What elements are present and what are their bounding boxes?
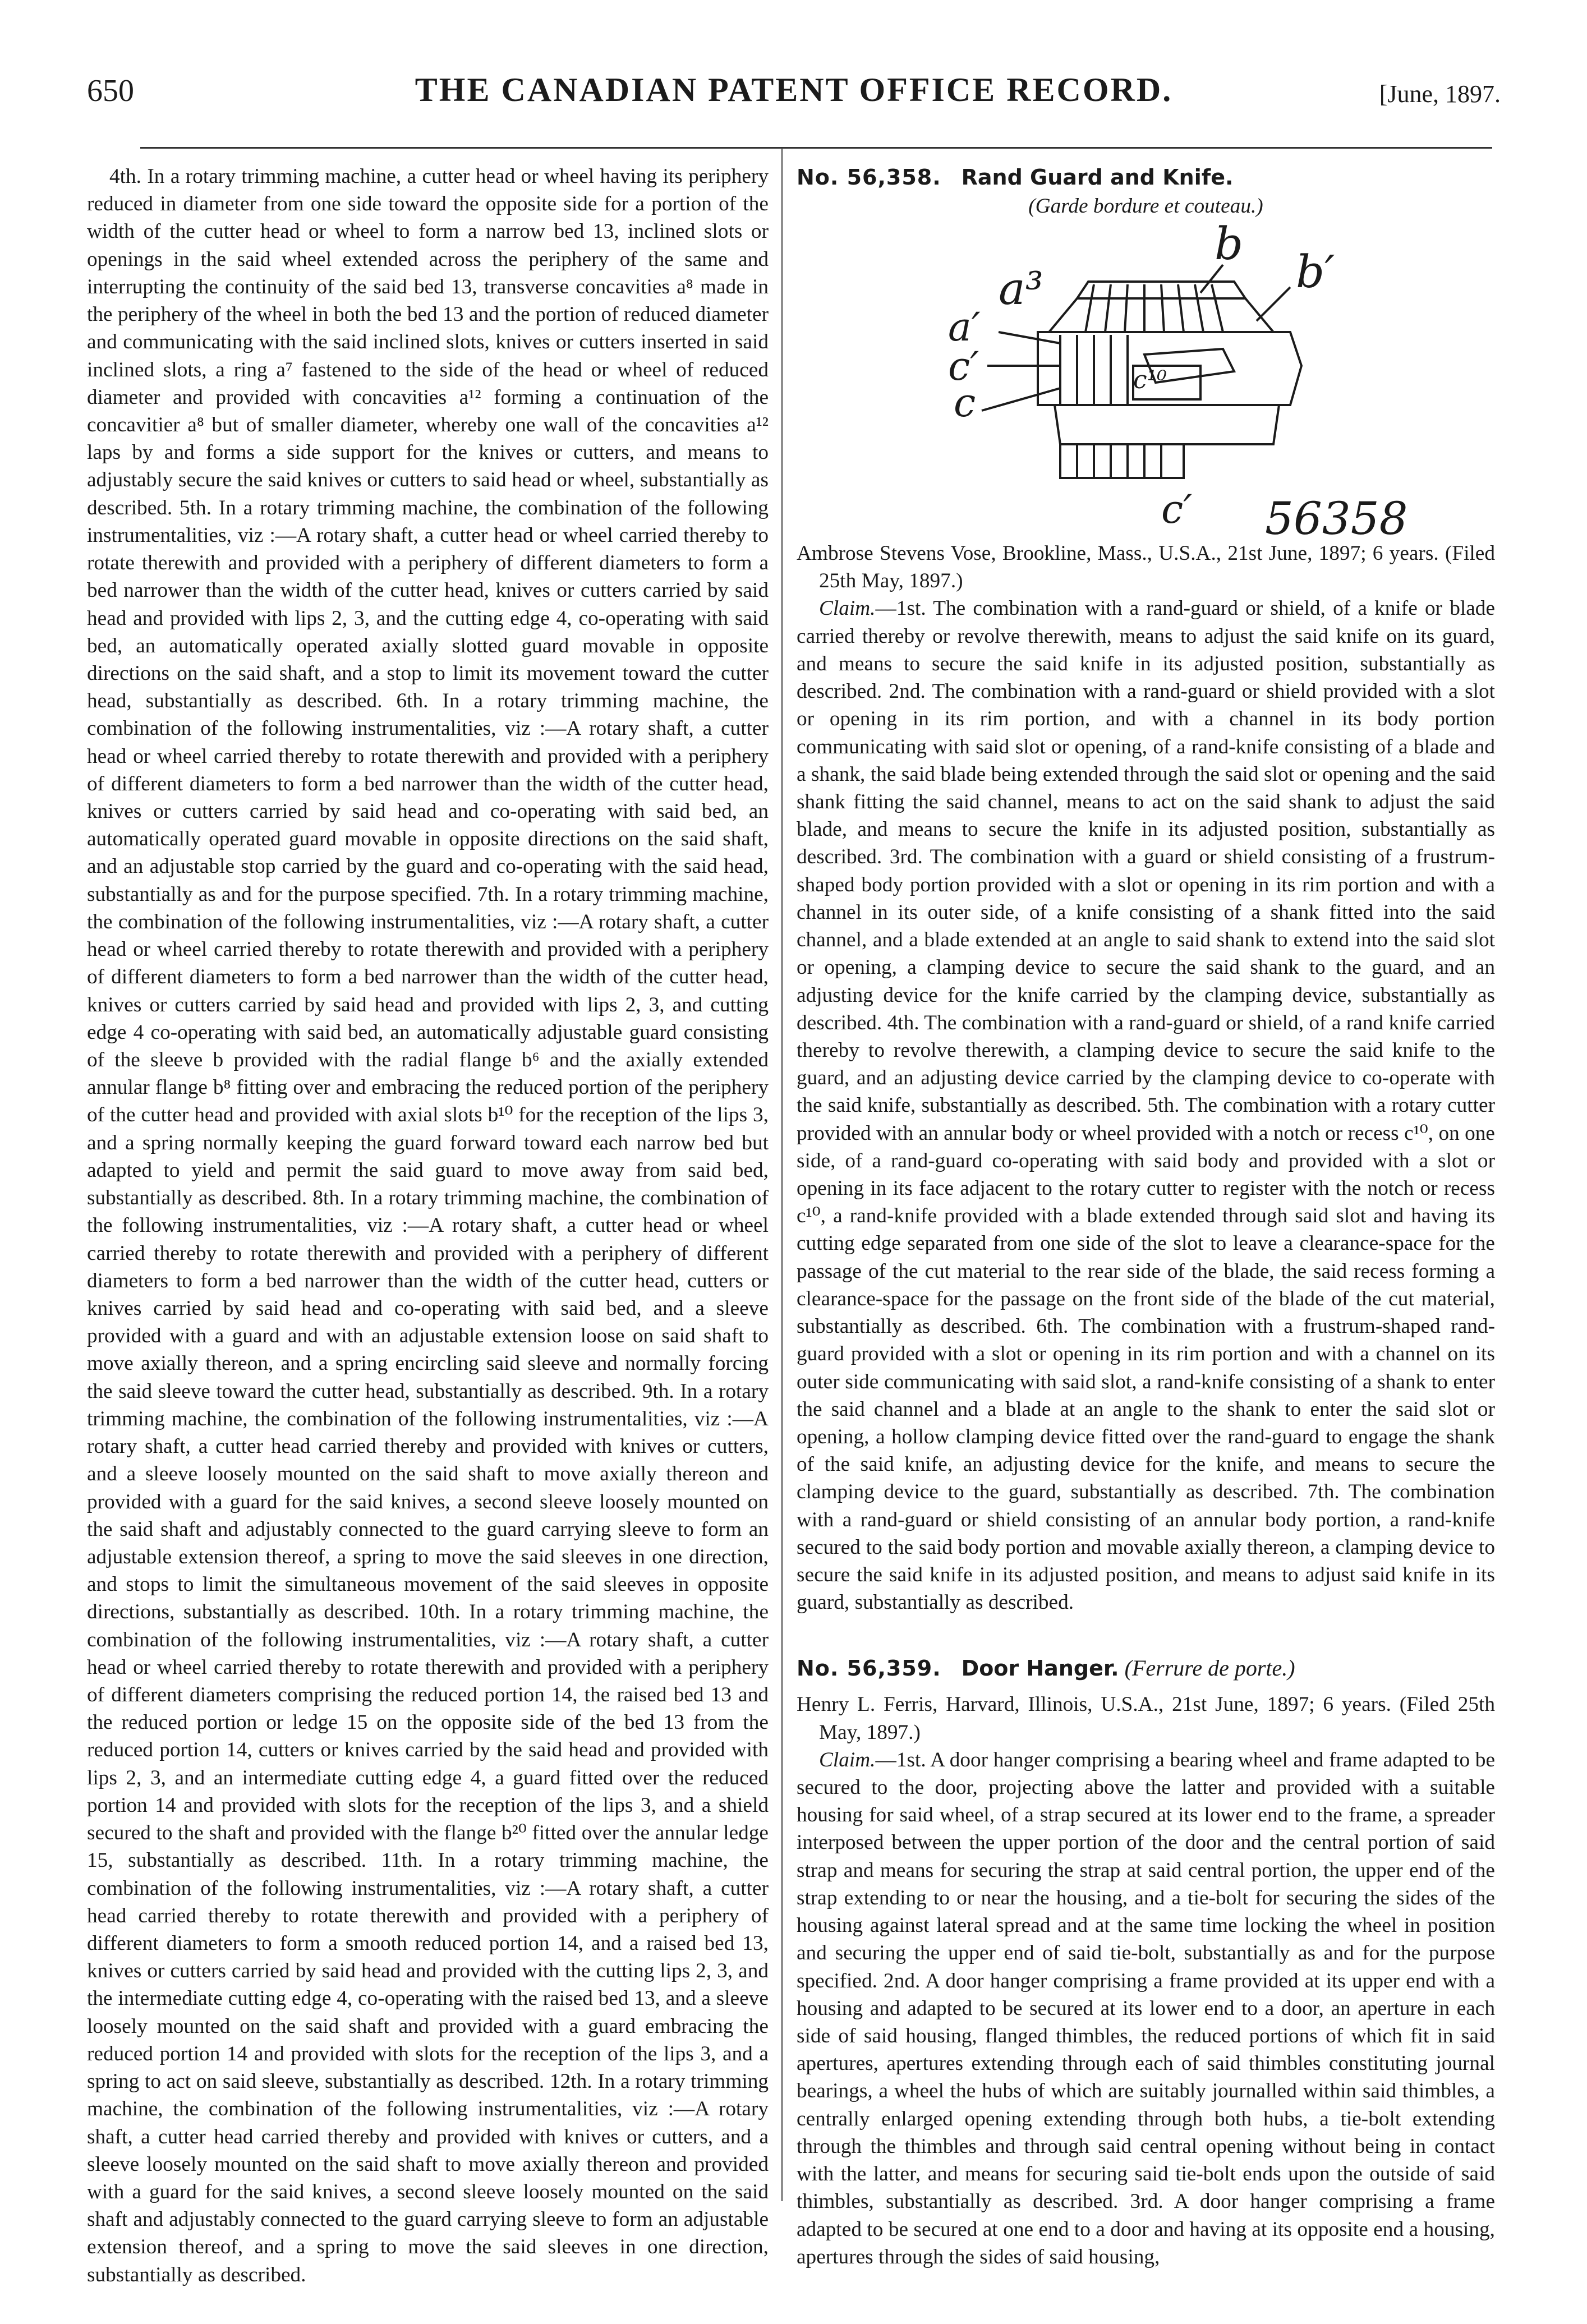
rand-guard-drawing <box>797 220 1495 540</box>
patent-title: Rand Guard and Knife. <box>961 165 1234 190</box>
inventor-line: Henry L. Ferris, Harvard, Illinois, U.S.A., 21st June, 1897; 6 years. (Filed 25th May, 1897.) <box>797 1693 1495 1744</box>
figure-label-c: c <box>954 380 976 426</box>
claims-continued-text: 4th. In a rotary trimming machine, a cutter head or wheel having its periphery reduced in diameter from one side toward the opposite side for a portion of the width of the cutter head or wheel to form a narrow bed 13, inclined slots or openings in the said wheel extended across the periphery of the same and interrupting the continuity of the said bed 13, transverse concavities a⁸ made in the periphery of the wheel in both the bed 13 and the portion of reduced diameter and communicating with the said inclined slots, knives or cutters inserted in said inclined slots, a ring a⁷ fastened to the side of the head or wheel of reduced diameter and provided with concavities a¹² forming a continuation of the concavitier a⁸ but of smaller diameter, whereby one wall of the concavities a¹² laps by and forms a side support for the knives or cutters, and means to adjustably secure the said knives or cutters to said head or wheel, substantially as described. 5th. In a rotary trimming machine, the combination of the following instrumentalities, viz :—A rotary shaft, a cutter head or wheel carried thereby to rotate therewith and provided with a periphery of different diameters to form a bed narrower than the width of the cutter head, knives or cutters carried by said head and provided with lips 2, 3, and the cutting edge 4, co-operating with said bed, an automatically operated axially slotted guard movable in opposite directions on the said shaft, and a stop to limit its movement toward the cutter head, substantially as described. 6th. In a rotary trimming machine, the combination of the following instrumentalities, viz :—A rotary shaft, a cutter head or wheel carried thereby to rotate therewith and provided with a periphery of different diameters to form a bed narrower than the width of the cutter head, knives or cutters carried by said head and co-operating with said bed, an automatically operated guard movable in opposite directions on the said shaft, and an adjustable stop carried by the guard and co-operating with the said head, substantially as and for the purpose specified. 7th. In a rotary trimming machine, the combination of the following instrumentalities, viz :—A rotary shaft, a cutter head or wheel carried thereby to rotate therewith and provided with a periphery of different diameters to form a bed narrower than the width of the cutter head, knives or cutters carried by said head and provided with lips 2, 3, and cutting edge 4 co-operating with said bed, an automatically adjustable guard consisting of the sleeve b provided with the radial flange b⁶ and the axially extended annular flange b⁸ fitting over and embracing the reduced portion of the periphery of the cutter head and provided with axial slots b¹⁰ for the reception of the lips 3, and a spring normally keeping the guard forward toward each narrow bed but adapted to yield and permit the said guard to move away from said bed, substantially as described. 8th. In a rotary trimming machine, the combination of the following instrumentalities, viz :—A rotary shaft, a cutter head or wheel carried thereby to rotate therewith and provided with a periphery of different diameters to form a bed narrower than the width of the cutter head, cutters or knives carried by said head and co-operating with said bed, and a sleeve provided with a guard and with an adjustable extension loose on said shaft to move axially thereon, and a spring encircling said sleeve and normally forcing the said sleeve toward the cutter head, substantially as described. 9th. In a rotary trimming machine, the combination of the following instrumentalities, viz :—A rotary shaft, a cutter head carried thereby and provided with knives or cutters, and a sleeve loosely mounted on the said shaft to move axially thereon and provided with a guard for the said knives, a second sleeve loosely mounted on the said shaft and adjustably connected to the guard carrying sleeve to form an adjustable extension thereof, a spring to move the said sleeves in one direction, and stops to limit the simultaneous movement of the said sleeves in opposite directions, substantially as described. 10th. In a rotary trimming machine, the combination of the following instrumentalities, viz :—A rotary shaft, a cutter head or wheel carried thereby to rotate therewith and provided with a periphery of different diameters comprising the reduced portion 14, the raised bed 13 and the reduced portion or ledge 15 on the opposite side of the bed 13 from the reduced portion 14, cutters or knives carried by the said head and provided with lips 2, 3, and an intermediate cutting edge 4, a guard fitted over the reduced portion 14 and provided with slots for the reception of the lips 3, and a shield secured to the shaft and provided with the flange b²⁰ fitted over the annular ledge 15, substantially as described. 11th. In a rotary trimming machine, the combination of the following instrumentalities, viz :—A rotary shaft, a cutter head carried thereby to rotate therewith and provided with a periphery of different diameters to form a smooth reduced portion 14, and a raised bed 13, knives or cutters carried by said head and provided with the cutting lips 2, 3, and the intermediate cutting edge 4, co-operating with the raised bed 13, and a sleeve loosely mounted on the said shaft and provided with a guard embracing the reduced portion 14 and provided with slots for the reception of the lips 3, and a spring to act on said sleeve, substantially as described. 12th. In a rotary trimming machine, the combination of the following instrumentalities, viz :—A rotary shaft, a cutter head carried thereby and provided with knives or cutters, and a sleeve loosely mounted on the said shaft to move axially thereon and provided with a guard for the said knives, a second sleeve loosely mounted on the said shaft and adjustably connected to the guard carrying sleeve to form an adjustable extension thereof, and a spring to move the said sleeves in one direction, substantially as described. <box>87 165 769 2286</box>
entry-spacer <box>797 1617 1495 1654</box>
header-rule <box>140 147 1492 149</box>
figure-label-c10: c¹⁰ <box>1133 366 1167 395</box>
claim-label: Claim. <box>819 597 876 620</box>
guard-base-shape <box>1055 405 1279 444</box>
claims-text <box>797 1746 1495 2271</box>
entry-heading <box>797 1654 1495 1683</box>
patent-title: Door Hanger. <box>961 1655 1119 1681</box>
claim-label: Claim. <box>819 1748 876 1771</box>
patent-number: No. 56,358. <box>797 165 941 190</box>
figure-label-a-prime: a′ <box>948 304 981 351</box>
patent-drawing <box>797 220 1495 540</box>
page-number: 650 <box>87 73 134 108</box>
right-column <box>797 163 1495 2271</box>
patent-entry <box>797 163 1495 1617</box>
figure-label-a3: a³ <box>999 263 1043 315</box>
left-column <box>87 163 769 2289</box>
claim-body: —1st. A door hanger comprising a bearing wheel and frame adapted to be secured to the door, projecting above the latter and provided with a suitable housing for said wheel, of a strap secured at its lower end to the frame, a spreader interposed between the upper portion of the door and the central portion of said strap and means for securing the strap at said central portion, the upper end of the strap extending to or near the housing, and a tie-bolt for securing the sides of the housing against lateral spread and at the same time locking the wheel in position and securing the upper end of said tie-bolt, substantially as and for the purpose specified. 2nd. A door hanger comprising a frame provided at its upper end with a housing and adapted to be secured at its lower end to a door, an aperture in each side of said housing, flanged thimbles, the reduced portions of which fit in said apertures, apertures extending through each of said thimbles constituting journal bearings, a wheel the hubs of which are suitably journalled within said thimbles, a centrally enlarged opening extending through both hubs, a tie-bolt extending through the thimbles and through said central opening without being in contact with the latter, and means for securing said tie-bolt ends upon the outside of said thimbles, substantially as described. 3rd. A door hanger comprising a frame adapted to be secured at one end to a door and having at its opposite end a housing, apertures through the sides of said housing, <box>797 1748 1495 2268</box>
journal-title: THE CANADIAN PATENT OFFICE RECORD. <box>415 71 1173 108</box>
patent-entry <box>797 1654 1495 2271</box>
french-title: (Ferrure de porte.) <box>1124 1655 1295 1681</box>
figure-label-c-prime-left: c′ <box>948 343 979 390</box>
hub-shape <box>1060 444 1184 478</box>
figure-label-b: b <box>1215 220 1244 270</box>
claims-text <box>797 595 1495 1616</box>
column-divider <box>781 148 783 2201</box>
handwritten-patent-number: 56358 <box>1265 493 1408 540</box>
entry-heading <box>797 163 1495 192</box>
patent-number: No. 56,359. <box>797 1655 941 1681</box>
page-header <box>87 67 1501 129</box>
figure-label-b-prime: b′ <box>1296 246 1335 298</box>
inventor-line: Ambrose Stevens Vose, Brookline, Mass., U.S.A., 21st June, 1897; 6 years. (Filed 25th May, 1897.) <box>797 542 1495 593</box>
figure-label-c-prime-bottom: c′ <box>1161 486 1193 533</box>
issue-date: [June, 1897. <box>1379 80 1501 108</box>
french-title: (Garde bordure et couteau.) <box>1028 194 1263 218</box>
claim-body: —1st. The combination with a rand-guard or shield, of a knife or blade carried thereby or revolve therewith, means to adjust the said knife on its guard, and means to secure the said knife in its adjusted position, substantially as described. 2nd. The combination with a rand-guard or shield provided with a slot or opening in its rim portion, and with a channel in its body portion communicating with said slot or opening, of a rand-knife consisting of a blade and a shank, the said blade being extended through the said slot or opening and the said shank fitting the said channel, means to act on the said shank to adjust the said blade, and means to secure the knife in its adjusted position, substantially as described. 3rd. The combination with a guard or shield consisting of a frustrum-shaped body portion provided with a slot or opening in its rim portion and with a channel in its outer side, of a knife consisting of a shank fitted into the said channel, and a blade extended at an angle to said shank to extend into the said slot or opening, a clamping device to secure the said shank to the guard, and an adjusting device for the knife carried by the clamping device, substantially as described. 4th. The combination with a rand-guard or shield, of a rand knife carried thereby to revolve therewith, a clamping device to secure the said knife to the guard, and an adjusting device carried by the clamping device to co-operate with the said knife, substantially as described. 5th. The combination with a rotary cutter provided with an annular body or wheel provided with a notch or recess c¹⁰, on one side, of a rand-guard co-operating with said body and provided with a slot or opening in its face adjacent to the rotary cutter to register with the notch or recess c¹⁰, a rand-knife provided with a blade extended through said slot and having its cutting edge separated from one side of the slot to leave a clearance-space for the passage of the cut material to the rear side of the blade, the said recess forming a clearance-space for the passage on the front side of the blade of the cut material, substantially as described. 6th. The combination with a frustrum-shaped rand-guard provided with a slot or opening in its rim portion and with a channel on its outer side communicating with said slot, a rand-knife consisting of a shank to enter the said channel and a blade at an angle to the shank to enter the said slot or opening, a hollow clamping device fitted over the rand-guard to engage the shank of the said knife, an adjusting device for the knife, and means to secure the clamping device to the guard, substantially as described. 7th. The combination with a rand-guard or shield consisting of an annular body portion, a rand-knife secured to the said body portion and movable axially thereon, a clamping device to secure the said knife in its adjusted position, and means to adjust said knife in its guard, substantially as described. <box>797 597 1495 1614</box>
